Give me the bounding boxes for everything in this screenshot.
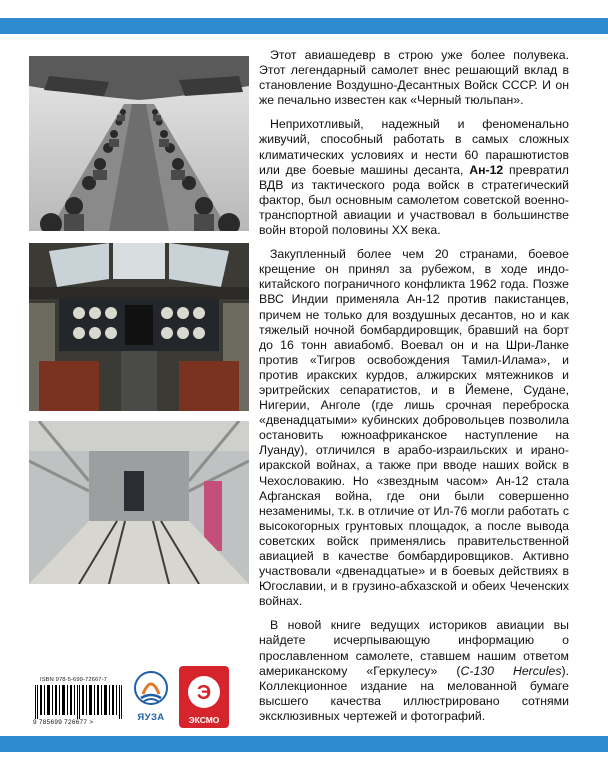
paratroopers-photo (29, 56, 249, 231)
eksmo-letter: Э (196, 682, 212, 704)
description-text (259, 48, 569, 733)
barcode-digits: 9 785699 726677 > (33, 719, 94, 726)
cockpit-photo (29, 243, 249, 411)
bottom-blue-band (0, 736, 608, 752)
paragraph-3: Закупленный более чем 20 странами, боевое крещение он принял за рубежом, в ходе индо-китайского пограничного конфликта 1962 года. Позже ВВС Индии применяла Ан-12 против пакистанцев, причем не только для воздушных десантов, но и как тяжелый ночной бомбардировщик, бравший на борт до 16 тонн авиабомб. Воевал он и на Шри-Ланке против «Тигров освобождения Тамил-Илама», и против иракских курдов, алжирских мятежников и эритрейских сепаратистов, и в Йемене, Судане, Нигерии, Анголе (где лишь срочная переброска «двенадцатыми» кубинских добровольцев позволила остановить южноафриканское наступление на Луанду), отличился в арабо-израильских и ирано-иракской войнах, а также при вводе наших войск в Чехословакию. Но «звездным часом» Ан-12 стала Афганская война, где они были совершенно незаменимы, т.к. в отличие от Ил-76 могли работать с высокогорных грунтовых площадок, а после вывода советских войск применялись правительственной авиацией в качестве бомбардировщиков. Активно участвовали «двенадцатые» и в боевых действиях в Югославии, и в грузино-абхазской и обеих Чеченских войнах. (259, 247, 569, 609)
cargo-hold-photo (29, 421, 249, 584)
isbn-number: ISBN 978-5-699-72667-7 (40, 677, 107, 683)
yauza-emblem-icon (131, 666, 171, 714)
eksmo-label: ЭКСМО (188, 715, 220, 725)
eksmo-logo (179, 666, 229, 728)
top-blue-band (0, 18, 608, 34)
paragraph-2: Неприхотливый, надежный и феноменально живучий, способный работать в самых сложных климатических условиях и нести 60 парашютистов или две боевые машины десанта, Ан-12 превратил ВДВ из тактического рода войск в стратегический фактор, был основным самолетом советской военно-транспортной авиации и участвовал в большинстве войн второй половины XX века. (259, 117, 569, 238)
isbn-barcode (29, 672, 129, 732)
barcode-bars (35, 685, 123, 719)
paragraph-4: В новой книге ведущих историков авиации вы найдете исчерпывающую информацию о прославленном самолете, ставшем нашим ответом американскому «Геркулесу» (C-130 Hercules). Коллекционное издание на мелованной бумаге высшего качества иллюстрировано сотнями эксклюзивных чертежей и фотографий. (259, 618, 569, 723)
yauza-logo (131, 666, 171, 728)
yauza-label: ЯУЗА (137, 712, 165, 723)
paragraph-1: Этот авиашедевр в строю уже более полувека. Этот легендарный самолет внес решающий вклад в становление Воздушно-Десантных Войск СССР. И он же печально известен как «Черный тюльпан». (259, 48, 569, 108)
